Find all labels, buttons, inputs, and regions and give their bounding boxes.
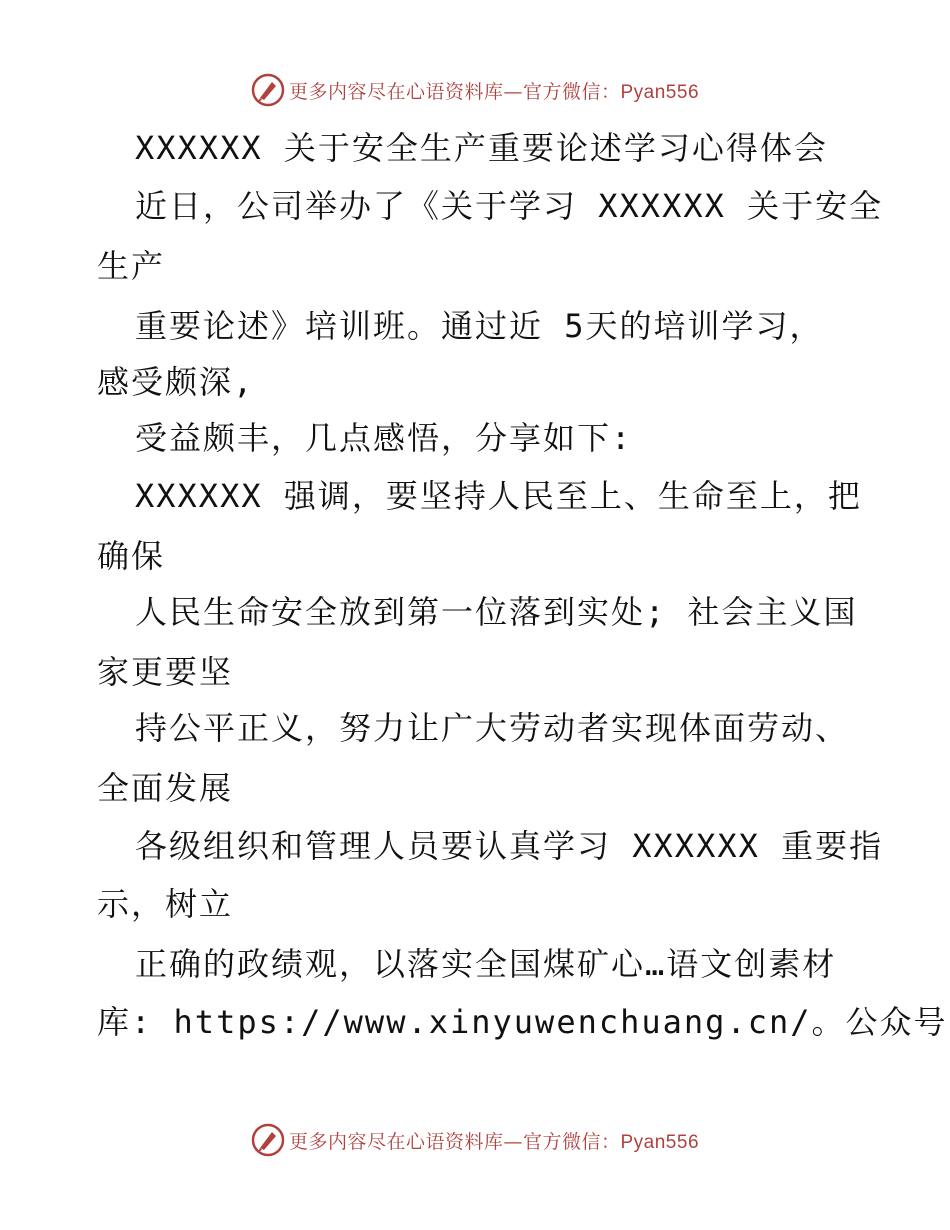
doc-line: 人民生命安全放到第一位落到实处; 社会主义国: [135, 593, 858, 631]
doc-line: 确保: [97, 537, 166, 575]
doc-line: 持公平正义，努力让广大劳动者实现体面劳动、: [135, 709, 850, 747]
pen-logo-icon: [251, 73, 285, 107]
header-banner-text: 更多内容尽在心语资料库—官方微信：Pyan556: [288, 80, 700, 103]
doc-line: XXXXXX 强调，要坚持人民至上、生命至上，把: [135, 477, 862, 515]
doc-line: 家更要坚: [97, 653, 234, 691]
header-wechat-id: Pyan556: [620, 81, 700, 103]
pen-logo-icon: [251, 1123, 285, 1157]
footer-wechat-id: Pyan556: [620, 1131, 700, 1153]
doc-line: 库: https://www.xinyuwenchuang.cn/。公众号: [97, 1003, 948, 1041]
header-banner: [0, 70, 950, 110]
doc-title: XXXXXX 关于安全生产重要论述学习心得体会: [135, 129, 828, 167]
doc-line: 各级组织和管理人员要认真学习 XXXXXX 重要指: [135, 827, 884, 865]
doc-line: 示，树立: [97, 885, 234, 923]
footer-banner: [0, 1120, 950, 1160]
doc-line: 正确的政绩观，以落实全国煤矿心…语文创素材: [135, 945, 837, 983]
doc-line: 重要论述》培训班。通过近 5天的培训学习，: [135, 307, 824, 345]
footer-banner-text: 更多内容尽在心语资料库—官方微信：Pyan556: [288, 1130, 700, 1153]
doc-line: 感受颇深,: [97, 363, 255, 401]
doc-line: 近日，公司举办了《关于学习 XXXXXX 关于安全: [135, 187, 884, 225]
doc-line: 受益颇丰，几点感悟，分享如下:: [135, 419, 633, 457]
doc-line: 生产: [97, 247, 166, 285]
doc-line: 全面发展: [97, 769, 234, 807]
